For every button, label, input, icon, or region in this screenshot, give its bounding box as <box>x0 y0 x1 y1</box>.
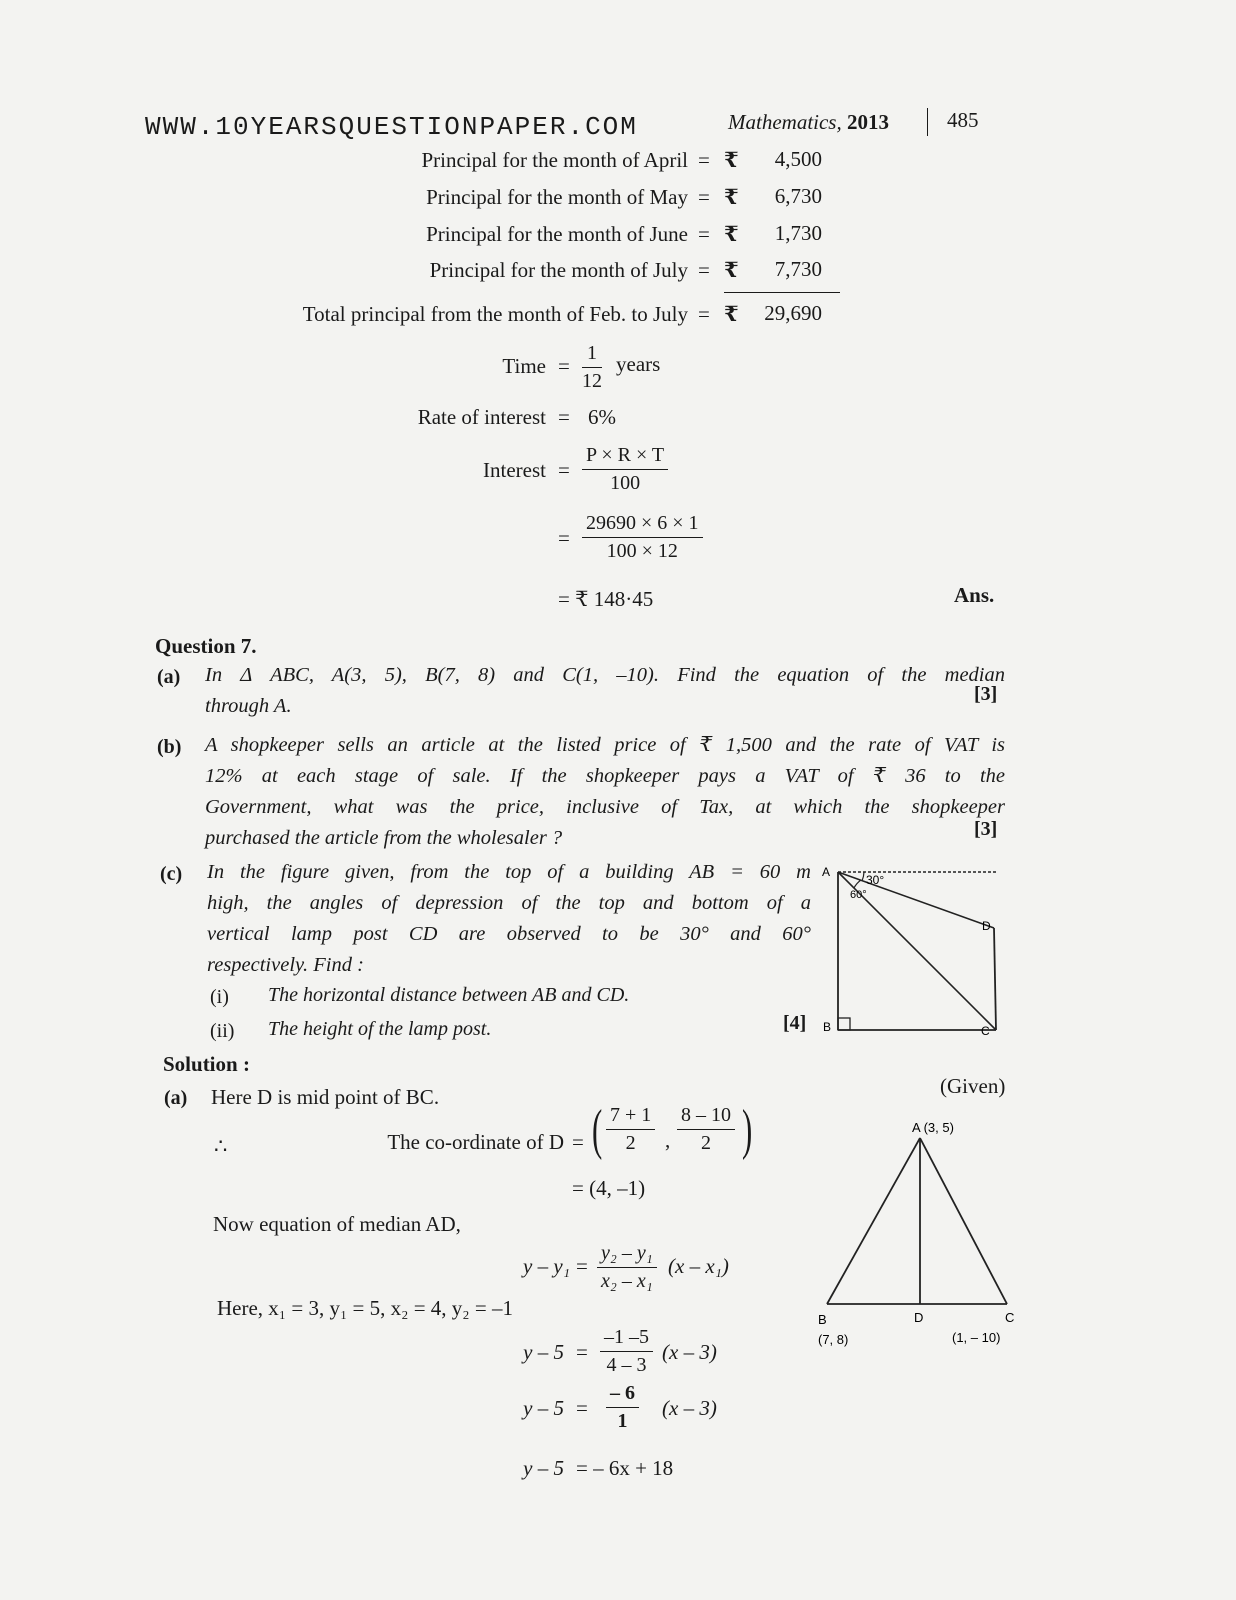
calc-den: 100 × 12 <box>606 540 678 562</box>
rate-eq: = <box>558 405 570 429</box>
angle-60-label: 60° <box>850 889 867 901</box>
year: 2013 <box>846 110 889 134</box>
lamp-post-cd <box>994 928 996 1030</box>
row-may-label: Principal for the month of May <box>426 185 688 209</box>
row-june-currency: ₹ <box>724 222 739 246</box>
side-ab <box>827 1138 920 1304</box>
q7a-line1: In Δ ABC, A(3, 5), B(7, 8) and C(1, –10). Find the equation of the median <box>205 664 1005 686</box>
vertex-b-label: B <box>818 1312 827 1327</box>
step2-fraction <box>606 1382 639 1433</box>
step1-lhs: y – 5 <box>523 1340 564 1364</box>
median-lhs: y – y₁ <box>523 1254 570 1278</box>
solution-a-label: (a) <box>164 1087 188 1109</box>
step1-eq: = <box>576 1340 588 1364</box>
ans-label: Ans. <box>954 583 995 607</box>
interest-formula <box>582 444 668 495</box>
vertex-b-coord: (7, 8) <box>818 1332 849 1347</box>
q7c-i-label: (i) <box>210 986 229 1008</box>
median-fraction <box>597 1242 657 1293</box>
q7b-line4: purchased the article from the wholesaler ? <box>205 827 563 849</box>
q7c-ii-text: The height of the lamp post. <box>268 1018 492 1040</box>
total-currency: ₹ <box>724 302 739 326</box>
rate-label: Rate of interest <box>417 405 546 429</box>
row-july-label: Principal for the month of July <box>429 258 688 282</box>
q7a-marks: [3] <box>974 683 998 705</box>
row-july-value: 7,730 <box>774 257 822 281</box>
coord-eq: = <box>572 1130 584 1154</box>
time-unit: years <box>616 352 661 376</box>
q7c-text <box>207 857 811 981</box>
coord-fraction-x <box>606 1104 655 1155</box>
interest-eq: = <box>558 458 570 482</box>
q7c-line2: high, the angles of depression of the top and bottom of a <box>207 892 811 914</box>
step1-rhs: (x – 3) <box>662 1340 717 1364</box>
q7b-line1: A shopkeeper sells an article at the listed price of ₹ 1,500 and the rate of VAT is <box>205 734 1005 756</box>
row-april-label: Principal for the month of April <box>421 148 688 172</box>
vertex-a-label: A (3, 5) <box>912 1120 954 1135</box>
f1-den: 2 <box>625 1132 636 1154</box>
step2-lhs: y – 5 <box>523 1396 564 1420</box>
time-num: 1 <box>582 342 602 368</box>
q7c-ii-label: (ii) <box>210 1020 235 1042</box>
subject: Mathematics <box>728 110 837 134</box>
q7a-label: (a) <box>157 666 181 688</box>
row-july-eq: = <box>698 258 710 282</box>
f2-num: 8 – 10 <box>677 1104 735 1130</box>
time-label: Time <box>502 354 546 378</box>
formula-num: P × R × T <box>582 444 668 470</box>
given-label: (Given) <box>940 1074 1006 1098</box>
point-d-label: D <box>982 919 991 933</box>
f2-den: 2 <box>701 1132 711 1154</box>
calc-num: 29690 × 6 × 1 <box>582 512 703 538</box>
q7b-label: (b) <box>157 736 182 758</box>
step2-eq: = <box>576 1396 588 1420</box>
interest-result: = ₹ 148·45 <box>558 587 654 611</box>
page-header: Mathematics, 2013 <box>728 110 889 134</box>
sum-rule <box>724 292 840 293</box>
q7b-marks: [3] <box>974 818 998 840</box>
angle-30-label: 30° <box>866 873 885 887</box>
q7a-line2: through A. <box>205 695 292 717</box>
interest-label: Interest <box>483 458 546 482</box>
solution-line1: Here D is mid point of BC. <box>211 1085 440 1109</box>
step3-rhs: = – 6x + 18 <box>576 1456 674 1480</box>
median-den: x₂ – x₁ <box>601 1270 653 1292</box>
time-eq: = <box>558 354 570 378</box>
row-april-value: 4,500 <box>774 147 822 171</box>
calc-eq: = <box>558 526 570 550</box>
step2-rhs: (x – 3) <box>662 1396 717 1420</box>
page-number: 485 <box>947 108 979 132</box>
point-a-label: A <box>822 865 831 879</box>
median-rhs: (x – x₁) <box>668 1254 729 1278</box>
f1-num: 7 + 1 <box>606 1104 655 1130</box>
total-value: 29,690 <box>764 301 822 325</box>
right-paren: ) <box>742 1099 753 1161</box>
formula-den: 100 <box>610 472 641 494</box>
median-eq: = <box>576 1254 588 1278</box>
row-june-value: 1,730 <box>774 221 822 245</box>
vertex-c-label: C <box>1005 1310 1015 1325</box>
coord-comma: , <box>665 1128 671 1152</box>
total-label: Total principal from the month of Feb. to July <box>302 302 688 326</box>
step2-den: 1 <box>617 1410 628 1432</box>
vertex-c-coord: (1, – 10) <box>952 1330 1001 1345</box>
step1-fraction <box>600 1326 653 1377</box>
q7b-line3: Government, what was the price, inclusive of Tax, at which the shopkeeper <box>205 796 1005 818</box>
row-april-currency: ₹ <box>724 148 739 172</box>
coord-fraction-y <box>677 1104 735 1155</box>
row-june-eq: = <box>698 222 710 246</box>
coord-label: The co-ordinate of D <box>387 1130 564 1154</box>
left-paren: ( <box>592 1099 603 1161</box>
row-july-currency: ₹ <box>724 258 739 282</box>
row-may-value: 6,730 <box>774 184 822 208</box>
q7c-marks: [4] <box>783 1012 807 1034</box>
triangle-median-figure <box>812 1116 1032 1348</box>
q7b-line2: 12% at each stage of sale. If the shopkeeper pays a VAT of ₹ 36 to the <box>205 765 1005 787</box>
q7c-label: (c) <box>160 863 183 885</box>
point-d-label: D <box>914 1310 924 1325</box>
angle-arc-60 <box>854 880 861 888</box>
solution-title: Solution : <box>163 1052 250 1076</box>
step1-den: 4 – 3 <box>606 1354 647 1376</box>
point-c-label: C <box>981 1024 990 1035</box>
q7c-i-text: The horizontal distance between AB and CD. <box>268 984 630 1006</box>
q7c-line4: respectively. Find : <box>207 954 364 976</box>
point-b-label: B <box>823 1020 832 1034</box>
building-lamp-figure <box>818 860 1008 1035</box>
row-june-label: Principal for the month of June <box>426 222 688 246</box>
right-angle-mark <box>838 1018 850 1030</box>
coord-result: = (4, –1) <box>572 1176 646 1200</box>
step3-lhs: y – 5 <box>523 1456 564 1480</box>
q7c-line3: vertical lamp post CD are observed to be 30° and 60° <box>207 923 811 945</box>
time-den: 12 <box>582 370 602 392</box>
median-intro: Now equation of median AD, <box>213 1212 461 1236</box>
header-divider <box>927 108 928 136</box>
row-may-currency: ₹ <box>724 185 739 209</box>
website-url: WWW.10YEARSQUESTIONPAPER.COM <box>145 112 638 142</box>
q7c-line1: In the figure given, from the top of a building AB = 60 m <box>207 861 811 883</box>
q7b-text <box>205 730 1005 854</box>
step1-num: –1 –5 <box>600 1326 653 1352</box>
total-eq: = <box>698 302 710 326</box>
angle-arc-30 <box>862 872 864 881</box>
step2-num: – 6 <box>606 1382 639 1408</box>
rate-value: 6% <box>588 405 616 429</box>
interest-calc <box>582 512 703 563</box>
here-line: Here, x₁ = 3, y₁ = 5, x₂ = 4, y₂ = –1 <box>217 1296 513 1320</box>
row-may-eq: = <box>698 185 710 209</box>
question-7-title: Question 7. <box>155 634 257 658</box>
median-num: y₂ – y₁ <box>597 1242 657 1268</box>
row-april-eq: = <box>698 148 710 172</box>
therefore-symbol: ∴ <box>214 1134 228 1158</box>
time-fraction <box>582 342 602 393</box>
q7a-text <box>205 660 1005 722</box>
side-ac <box>920 1138 1007 1304</box>
